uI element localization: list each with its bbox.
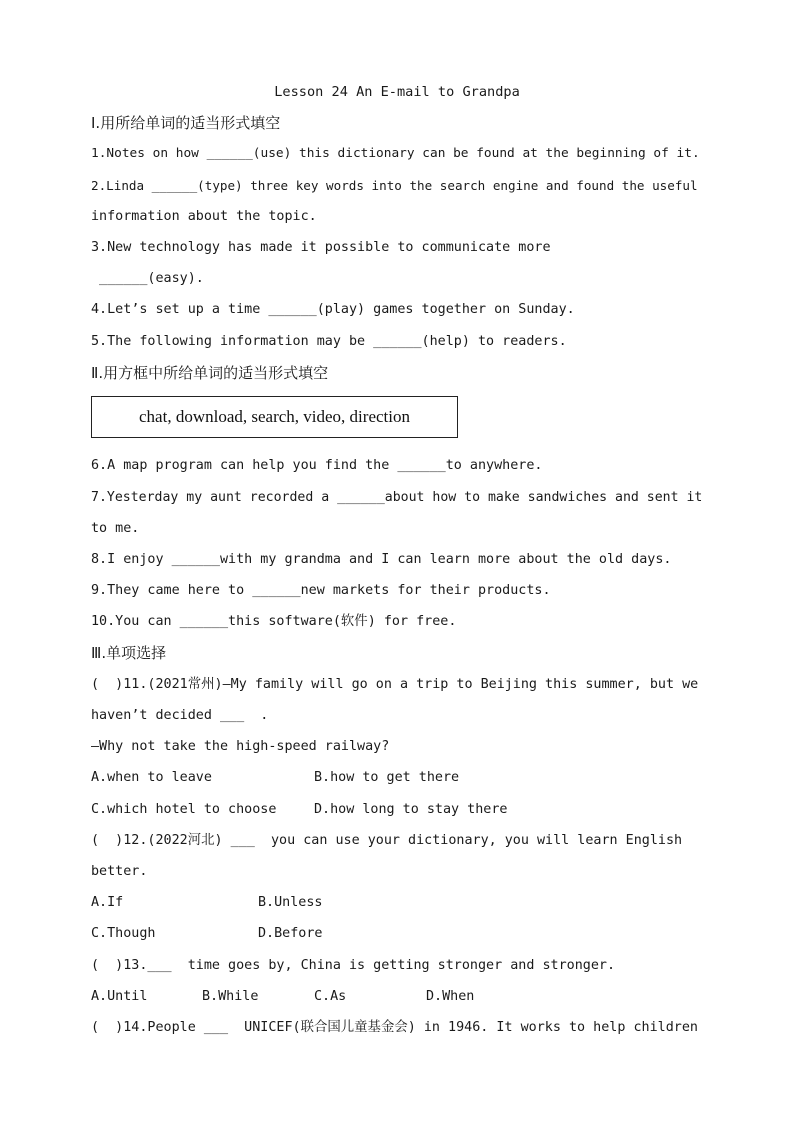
- question-7-line-1: 7.Yesterday my aunt recorded a ______about how to make sandwiches and sent it: [91, 490, 703, 505]
- question-11-line-2: haven’t decided ___ .: [91, 708, 269, 723]
- question-11-option-a: A.when to leave: [91, 770, 212, 785]
- section-1-heading: Ⅰ.用所给单词的适当形式填空: [91, 114, 281, 132]
- question-12-line-1: ( )12.(2022河北) ___ you can use your dictionary, you will learn English: [91, 833, 683, 848]
- question-1: 1.Notes on how ______(use) this dictionary can be found at the beginning of it.: [91, 146, 700, 161]
- question-14: ( )14.People ___ UNICEF(联合国儿童基金会) in 1946. It works to help children: [91, 1020, 698, 1035]
- question-6: 6.A map program can help you find the ______to anywhere.: [91, 458, 543, 473]
- question-11-option-c: C.which hotel to choose: [91, 802, 277, 817]
- question-10: 10.You can ______this software(软件) for free.: [91, 614, 457, 629]
- question-11-option-b: B.how to get there: [314, 770, 460, 785]
- question-13-option-b: B.While: [202, 989, 259, 1004]
- question-11-option-d: D.how long to stay there: [314, 802, 508, 817]
- question-2-line-2: information about the topic.: [91, 209, 317, 224]
- question-13: ( )13.___ time goes by, China is getting stronger and stronger.: [91, 958, 616, 973]
- section-2-heading: Ⅱ.用方框中所给单词的适当形式填空: [91, 364, 329, 382]
- question-12-option-d: D.Before: [258, 926, 323, 941]
- question-2-line-1: 2.Linda ______(type) three key words into the search engine and found the useful: [91, 178, 698, 193]
- question-8: 8.I enjoy ______with my grandma and I can learn more about the old days.: [91, 552, 672, 567]
- question-11-line-3: —Why not take the high-speed railway?: [91, 739, 390, 754]
- question-5: 5.The following information may be ______(help) to readers.: [91, 334, 567, 349]
- question-9: 9.They came here to ______new markets for their products.: [91, 583, 551, 598]
- question-13-option-c: C.As: [314, 989, 347, 1004]
- word-box: chat, download, search, video, direction: [91, 396, 458, 438]
- question-3-line-2: ______(easy).: [91, 271, 204, 286]
- question-12-option-c: C.Though: [91, 926, 156, 941]
- question-12-option-a: A.If: [91, 895, 124, 910]
- question-12-line-2: better.: [91, 864, 148, 879]
- lesson-title: Lesson 24 An E-mail to Grandpa: [274, 84, 520, 100]
- question-4: 4.Let’s set up a time ______(play) games together on Sunday.: [91, 302, 575, 317]
- section-3-heading: Ⅲ.单项选择: [91, 644, 167, 662]
- question-12-option-b: B.Unless: [258, 895, 323, 910]
- question-3-line-1: 3.New technology has made it possible to communicate more: [91, 240, 551, 255]
- question-13-option-a: A.Until: [91, 989, 148, 1004]
- question-13-option-d: D.When: [426, 989, 475, 1004]
- question-11-line-1: ( )11.(2021常州)—My family will go on a trip to Beijing this summer, but we: [91, 677, 699, 692]
- question-7-line-2: to me.: [91, 521, 140, 536]
